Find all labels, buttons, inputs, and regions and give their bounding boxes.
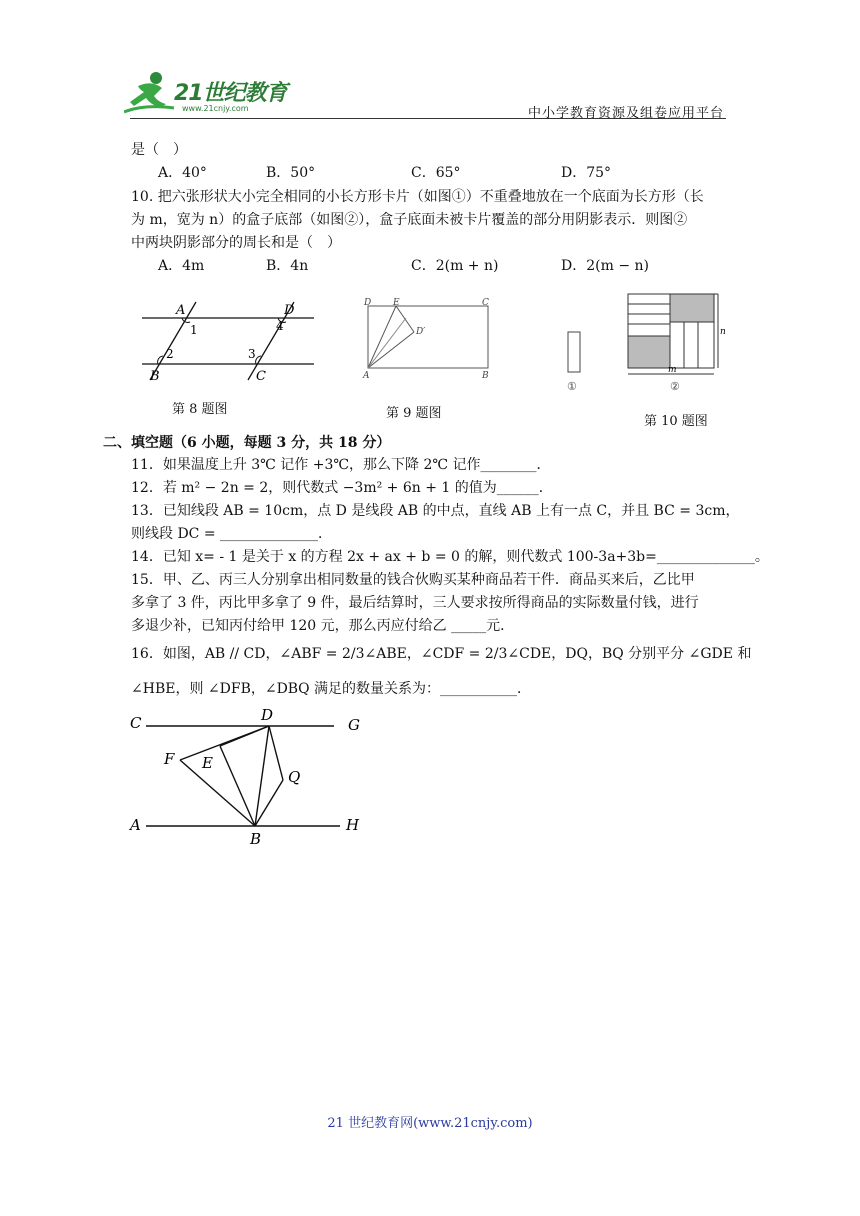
fig8-label-a: A [176,303,186,318]
q10-line3: 中两块阴影部分的周长和是（ ） [131,235,341,251]
q15-line3: 多退少补，已知丙付给甲 120 元，那么丙应付给乙 _____元． [131,618,515,634]
q14: 14．已知 x= - 1 是关于 x 的方程 2x + ax + b = 0 的解，则代数式 100-3a+3b=______________。 [131,549,769,565]
fig10-caption: 第 10 题图 [644,414,708,429]
header-logo [124,70,294,116]
q16-line2: ∠HBE，则 ∠DFB，∠DBQ 满足的数量关系为：___________． [131,681,532,697]
q10-options [158,256,649,276]
fig9-label-e: E [393,298,400,308]
fig8-label-b: B [150,369,160,384]
fig9-label-d: D [364,298,372,308]
fig16-label-h: H [346,816,360,834]
logo-title: 21世纪教育 [174,81,287,106]
q9-option-a: A．40° [158,165,207,181]
fig10-label-1: ① [567,380,577,393]
q9-option-c: C．65° [411,165,461,181]
fig16-label-a: A [130,816,141,834]
fig9-label-a: A [363,371,370,381]
fig8-label-1: 1 [190,323,198,337]
fig8-label-d: D [284,303,295,318]
fig10-label-n: n [720,327,726,337]
fig10-label-m: m [668,365,677,375]
fig9-label-c: C [482,298,489,308]
q12: 12．若 m² − 2n = 2，则代数式 −3m² + 6n + 1 的值为______． [131,480,553,496]
q9-tail: 是（ ） [131,142,187,158]
fig8-label-2: 2 [166,347,174,361]
section2-title: 二、填空题（6 小题，每题 3 分，共 18 分） [103,435,391,451]
q10-line1: 10. 把六张形状大小完全相同的小长方形卡片（如图①）不重叠地放在一个底面为长方形（长 [131,189,704,205]
fig16-label-f: F [164,750,175,768]
q10-option-a: A．4m [158,258,205,274]
platform-name: 中小学教育资源及组卷应用平台 [527,106,724,121]
q11: 11．如果温度上升 3℃ 记作 +3℃，那么下降 2℃ 记作________． [131,457,551,473]
q15-line1: 15．甲、乙、丙三人分别拿出相同数量的钱合伙购买某种商品若干件．商品买来后，乙比甲 [131,572,695,588]
fig10-label-2: ② [670,380,680,393]
fig8-label-4: 4 [276,319,284,333]
q13-line2: 则线段 DC = ______________． [131,526,333,542]
q9-options [158,163,611,183]
runner-logo-icon [124,70,180,116]
figure-10 [560,290,730,400]
fig16-label-g: G [348,716,360,734]
q15-line2: 多拿了 3 件，丙比甲多拿了 9 件，最后结算时，三人要求按所得商品的实际数量付钱，进行 [131,595,699,611]
fig8-label-3: 3 [248,347,256,361]
fig9-label-dprime: D′ [416,327,426,337]
fig8-label-c: C [256,369,266,384]
q13-line1: 13．已知线段 AB = 10cm，点 D 是线段 AB 的中点，直线 AB 上有一点 C，并且 BC = 3cm， [131,503,740,519]
logo-url: www.21cnjy.com [182,104,249,113]
q10-option-d: D．2(m − n) [561,258,649,274]
fig16-label-q: Q [288,768,301,786]
footer-link[interactable]: 21 世纪教育网(www.21cnjy.com) [327,1116,533,1131]
fig8-caption: 第 8 题图 [172,402,228,417]
fig9-caption: 第 9 题图 [386,406,442,421]
fig16-label-d: D [261,706,274,724]
fig16-label-b: B [250,830,262,848]
q16-line1: 16．如图，AB // CD，∠ABF = 2/3∠ABE，∠CDF = 2/3∠CDE，DQ，BQ 分别平分 ∠GDE 和 [131,646,752,662]
fig16-label-e: E [202,754,213,772]
figure-8 [138,298,318,388]
fig9-label-b: B [482,371,489,381]
q9-option-d: D．75° [561,165,612,181]
q10-option-c: C．2(m + n) [411,258,499,274]
q9-option-b: B．50° [266,165,316,181]
header-divider [130,118,726,119]
figure-16 [126,706,376,850]
q10-line2: 为 m，宽为 n）的盒子底部（如图②），盒子底面未被卡片覆盖的部分用阴影表示．则图② [131,212,688,228]
figure-9 [360,296,494,382]
fig16-label-c: C [130,714,142,732]
q10-option-b: B．4n [266,258,309,274]
